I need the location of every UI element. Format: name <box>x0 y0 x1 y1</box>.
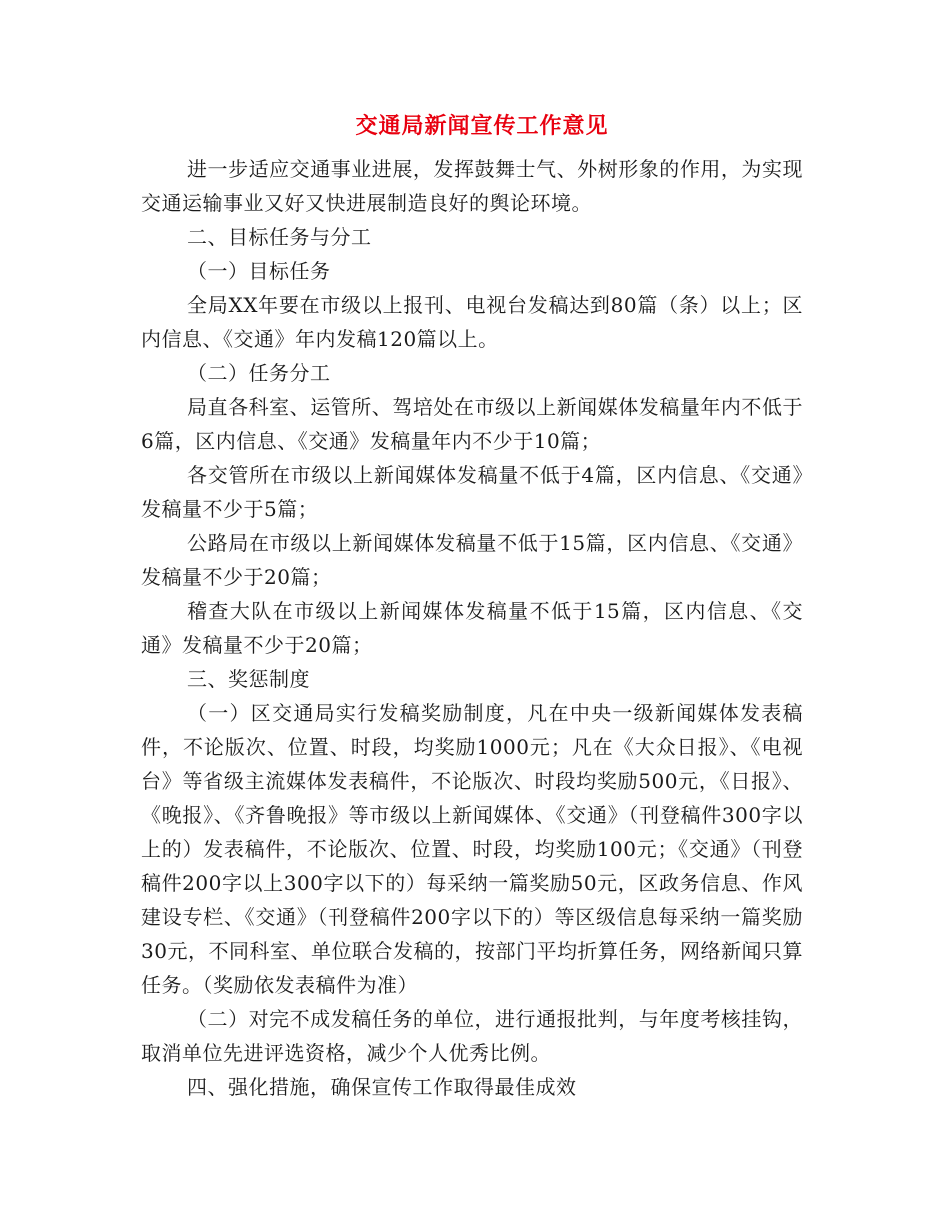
section-heading-rewards: 三、奖惩制度 <box>187 667 310 691</box>
paragraph-highway-bureau-quota: 公路局在市级以上新闻媒体发稿量不低于15篇，区内信息、《交通》发稿量不少于20篇； <box>141 531 803 589</box>
document-page <box>141 104 803 1104</box>
subsection-heading-division: （二）任务分工 <box>187 361 331 385</box>
paragraph-reward-system: （一）区交通局实行发稿奖励制度，凡在中央一级新闻媒体发表稿件，不论版次、位置、时段，均奖励1000元；凡在《大众日报》、《电视台》等省级主流媒体发表稿件，不论版次、时段均奖励500元，《日报》、《晚报》、《齐鲁晚报》等市级以上新闻媒体、《交通》（刊登稿件300字以上的）发表稿件，不论版次、位置、时段，均奖励100元；《交通》（刊登稿件200字以上300字以下的）每采纳一篇奖励50元，区政务信息、作风建设专栏、《交通》（刊登稿件200字以下的）等区级信息每采纳一篇奖励30元，不同科室、单位联合发稿的，按部门平均折算任务，网络新闻只算任务。（奖励依发表稿件为准） <box>141 701 803 997</box>
section-heading-measures: 四、强化措施，确保宣传工作取得最佳成效 <box>187 1075 577 1099</box>
section-heading-goals: 二、目标任务与分工 <box>187 225 372 249</box>
paragraph-traffic-stations-quota: 各交管所在市级以上新闻媒体发稿量不低于4篇，区内信息、《交通》发稿量不少于5篇； <box>141 463 803 521</box>
paragraph-annual-target: 全局XX年要在市级以上报刊、电视台发稿达到80篇（条）以上；区内信息、《交通》年内发稿120篇以上。 <box>141 293 803 351</box>
intro-paragraph: 进一步适应交通事业进展，发挥鼓舞士气、外树形象的作用，为实现交通运输事业又好又快进展制造良好的舆论环境。 <box>141 157 803 215</box>
paragraph-departments-quota: 局直各科室、运管所、驾培处在市级以上新闻媒体发稿量年内不低于6篇，区内信息、《交通》发稿量年内不少于10篇； <box>141 395 803 453</box>
paragraph-penalty: （二）对完不成发稿任务的单位，进行通报批判，与年度考核挂钩，取消单位先进评选资格，减少个人优秀比例。 <box>141 1007 803 1065</box>
subsection-heading-targets: （一）目标任务 <box>187 259 331 283</box>
paragraph-inspection-team-quota: 稽查大队在市级以上新闻媒体发稿量不低于15篇，区内信息、《交通》发稿量不少于20篇； <box>141 599 803 657</box>
document-title: 交通局新闻宣传工作意见 <box>355 113 609 139</box>
